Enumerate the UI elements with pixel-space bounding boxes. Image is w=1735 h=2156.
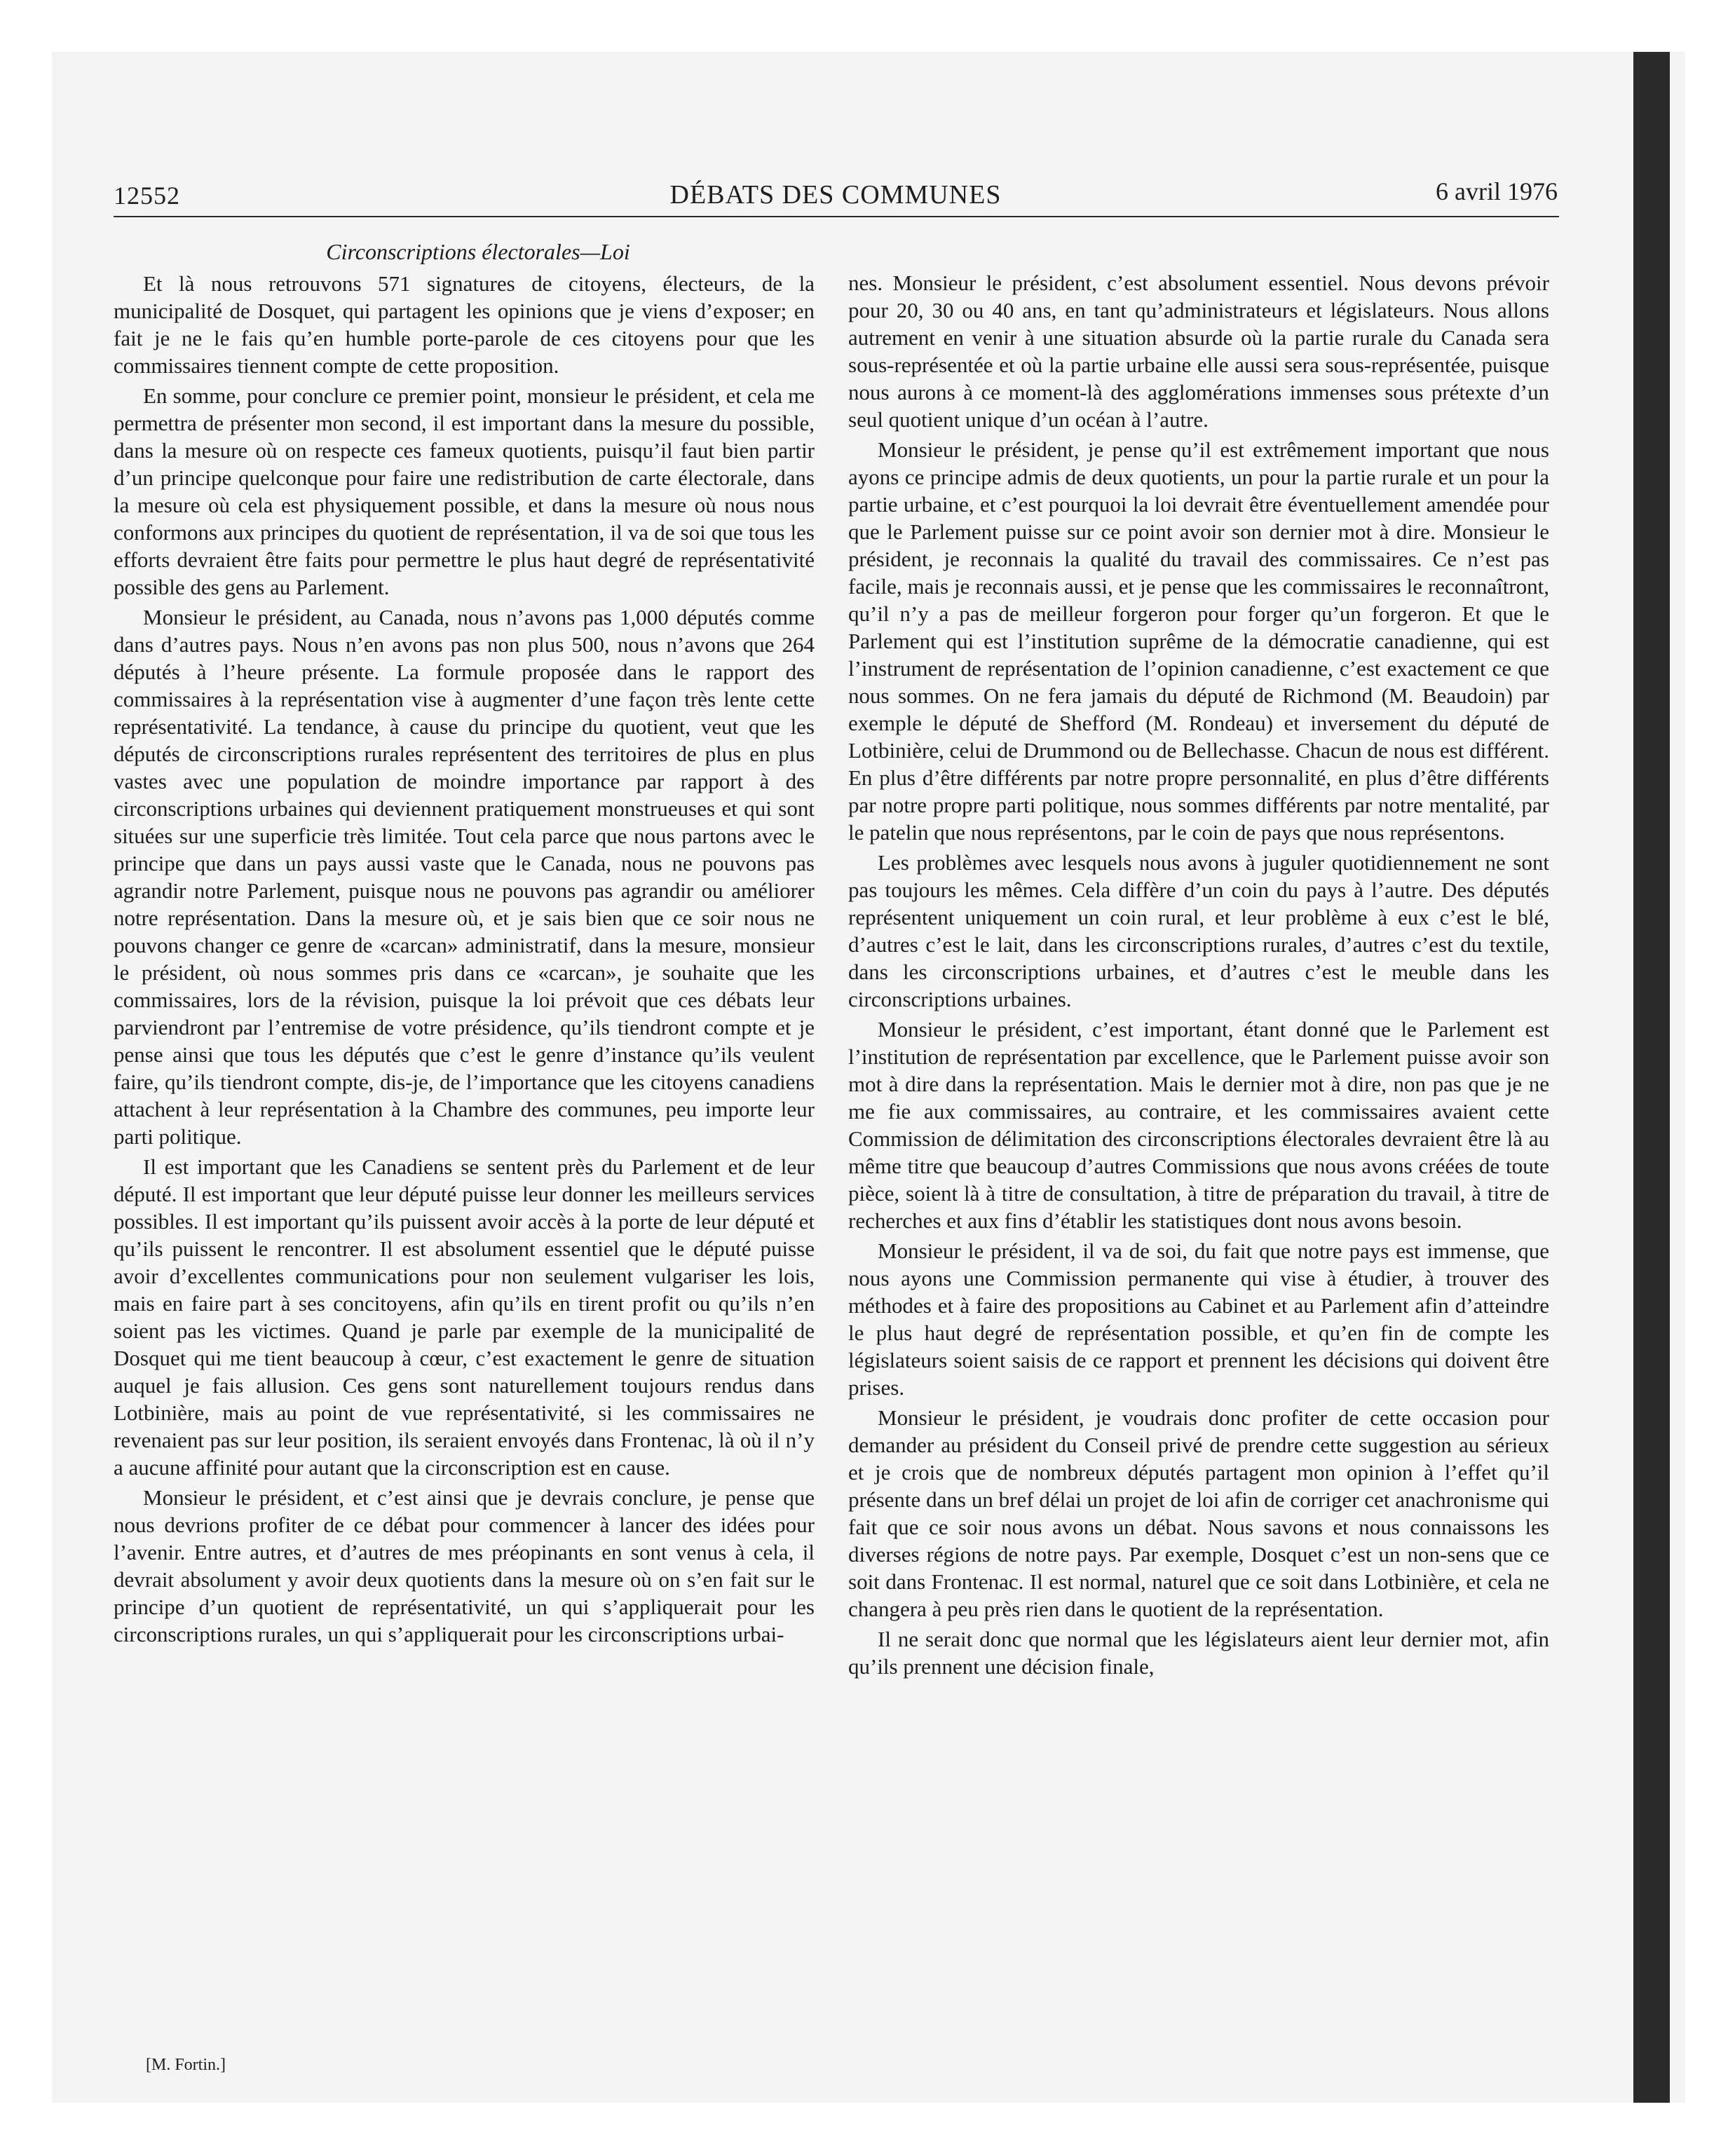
page-number: 12552 (114, 182, 180, 210)
paragraph: Et là nous retrouvons 571 signatures de citoyens, électeurs, de la municipalité de Dosquet, qui partagent les opinions que je viens d’exposer; en fait je ne le fais qu’en humble porte-parole de ces citoyens pour que les commissaires tiennent compte de cette proposition. (114, 271, 815, 378)
paragraph: nes. Monsieur le président, c’est absolument essentiel. Nous devons prévoir pour 20, 30 ou 40 ans, en tant qu’administrateurs et législateurs. Nous allons autrement en venir à une situation absurde où la partie rurale du Canada sera sous-représentée et où la partie urbaine elle aussi sera sous-représentée, puisque nous aurons à ce moment-là des agglomérations immenses sous prétexte d’un seul quotient unique d’un océan à l’autre. (848, 271, 1549, 432)
paragraph: Monsieur le président, il va de soi, du fait que notre pays est immense, que nous ayons une Commission permanente qui vise à étudier, à trouver des méthodes et à faire des propositions au Cabinet et au Parlement afin d’atteindre le plus haut degré de représentation possible, et qu’en fin de compte les législateurs soient saisis de ce rapport et prennent les décisions qui doivent être prises. (848, 1239, 1549, 1400)
paragraph: Monsieur le président, au Canada, nous n’avons pas 1,000 députés comme dans d’autres pays. Nous n’en avons pas non plus 500, nous n’avons que 264 députés à l’heure présente. La formule proposée dans le rapport des commissaires à la représentation vise à augmenter d’une façon très lente cette représentativité. La tendance, à cause du principe du quotient, veut que les députés de circonscriptions rurales représentent des territoires de plus en plus vastes avec une population de moindre importance par rapport à des circonscriptions urbaines qui deviennent pratiquement monstrueuses et qui sont situées sur une superficie très limitée. Tout cela parce que nous partons avec le principe que dans un pays aussi vaste que le Canada, nous ne pouvons pas agrandir notre Parlement, puisque nous ne pouvons pas agrandir ou améliorer notre représentation. Dans la mesure où, et je sais bien que ce soir nous ne pouvons changer ce genre de «carcan» administratif, dans la mesure, monsieur le président, où nous sommes pris dans ce «carcan», je souhaite que les commissaires, lors de la révision, puisque la loi prévoit que ces débats leur parviendront par l’entremise de votre présidence, qu’ils tiendront compte et je pense ainsi que tous les députés que c’est le genre d’instance qu’ils veulent faire, qu’ils tiendront compte, dis-je, de l’importance que les citoyens canadiens attachent à leur représentation à la Chambre des communes, peu importe leur parti politique. (114, 605, 815, 1149)
binding-edge (1633, 52, 1670, 2103)
header-rule (114, 216, 1559, 217)
publication-title: DÉBATS DES COMMUNES (669, 180, 1002, 210)
paragraph: Les problèmes avec lesquels nous avons à juguler quotidiennement ne sont pas toujours les mêmes. Cela diffère d’un coin du pays à l’autre. Des députés représentent uniquement un coin rural, et leur problème à eux c’est le blé, d’autres c’est le lait, dans les circonscriptions rurales, d’autres c’est du textile, dans les circonscriptions urbaines, et d’autres c’est le meuble dans les circonscriptions urbaines. (848, 850, 1549, 1011)
section-title: Circonscriptions électorales—Loi (326, 239, 630, 264)
paragraph: Monsieur le président, je voudrais donc profiter de cette occasion pour demander au président du Conseil privé de prendre cette suggestion au sérieux et je crois que de nombreux députés partagent mon opinion à l’effet qu’il présente dans un bref délai un projet de loi afin de corriger cet anachronisme qui fait que ce soir nous avons un débat. Nous savons et nous connaissons les diverses régions de notre pays. Par exemple, Dosquet c’est un non-sens que ce soit dans Frontenac. Il est normal, naturel que ce soit dans Lotbinière, et cela ne changera à peu près rien dans le quotient de la représentation. (848, 1405, 1549, 1621)
page-date: 6 avril 1976 (1436, 177, 1558, 205)
paragraph: Monsieur le président, c’est important, étant donné que le Parlement est l’institution de représentation par excellence, que le Parlement puisse avoir son mot à dire dans la représentation. Mais le dernier mot à dire, non pas que je ne me fie aux commissaires, au contraire, et les commissaires avaient cette Commission de délimitation des circonscriptions électorales devraient être là au même titre que beaucoup d’autres Commissions que nous avons créées de toute pièce, soient là à titre de consultation, à titre de préparation du travail, à titre de recherches et aux fins d’établir les statistiques dont nous avons besoin. (848, 1017, 1549, 1233)
paragraph: Monsieur le président, et c’est ainsi que je devrais conclure, je pense que nous devrions profiter de ce débat pour commencer à lancer des idées pour l’avenir. Entre autres, et d’autres de mes préopinants en sont venus à cela, il devrait absolument y avoir deux quotients dans la mesure où on s’en fait sur le principe d’un quotient de représentativité, un qui s’appliquerait pour les circonscriptions rurales, un qui s’appliquerait pour les circonscriptions urbai- (114, 1485, 815, 1646)
right-column (848, 269, 1549, 1683)
speaker-note: [M. Fortin.] (146, 2056, 226, 2074)
paragraph: En somme, pour conclure ce premier point, monsieur le président, et cela me permettra de présenter mon second, il est important dans la mesure du possible, dans la mesure où on respecte ces fameux quotients, puisqu’il faut bien partir d’un principe quelconque pour faire une redistribution de carte électorale, dans la mesure où cela est physiquement possible, et dans la mesure où nous nous conformons aux principes du quotient de représentation, il va de soi que tous les efforts devraient être faits pour permettre le plus haut degré de représentativité possible des gens au Parlement. (114, 383, 815, 599)
paragraph: Il ne serait donc que normal que les législateurs aient leur dernier mot, afin qu’ils prennent une décision finale, (848, 1627, 1549, 1679)
paragraph: Il est important que les Canadiens se sentent près du Parlement et de leur député. Il est important que leur député puisse leur donner les meilleurs services possibles. Il est important qu’ils puissent avoir accès à la porte de leur député et qu’ils puissent le rencontrer. Il est absolument essentiel que le député puisse avoir d’excellentes communications pour non seulement vulgariser les lois, mais en faire part à ses concitoyens, afin qu’ils en tirent profit ou qu’ils n’en soient pas les victimes. Quand je parle par exemple de la municipalité de Dosquet qui me tient beaucoup à cœur, c’est exactement le genre de situation auquel je fais allusion. Ces gens sont naturellement toujours rendus dans Lotbinière, mais au point de vue représentativité, si les commissaires ne revenaient pas sur leur position, ils seraient envoyés dans Frontenac, là où il n’y a aucune affinité pour autant que la circonscription est en cause. (114, 1154, 815, 1480)
left-column (114, 238, 815, 1651)
page-header (114, 174, 1558, 217)
paragraph: Monsieur le président, je pense qu’il est extrêmement important que nous ayons ce principe admis de deux quotients, un pour la partie rurale et un pour la partie urbaine, et c’est pourquoi la loi devrait être éventuellement amendée pour que le Parlement puisse sur ce point avoir son dernier mot à dire. Monsieur le président, je reconnais la qualité du travail des commissaires. Ce n’est pas facile, mais je reconnais aussi, et je pense que les commissaires le reconnaîtront, qu’il n’y a pas de meilleur forgeron pour forger qu’un forgeron. Et que le Parlement qui est l’institution suprême de la démocratie canadienne, qui est l’instrument de représentation de l’opinion canadienne, c’est exactement ce que nous sommes. On ne fera jamais du député de Richmond (M. Beaudoin) par exemple le député de Shefford (M. Rondeau) et inversement du député de Lotbinière, celui de Drummond ou de Bellechasse. Chacun de nous est différent. En plus d’être différents par notre propre personnalité, en plus d’être différents par notre propre parti politique, nous sommes différents par notre mentalité, par le patelin que nous représentons, par le coin de pays que nous représentons. (848, 437, 1549, 845)
